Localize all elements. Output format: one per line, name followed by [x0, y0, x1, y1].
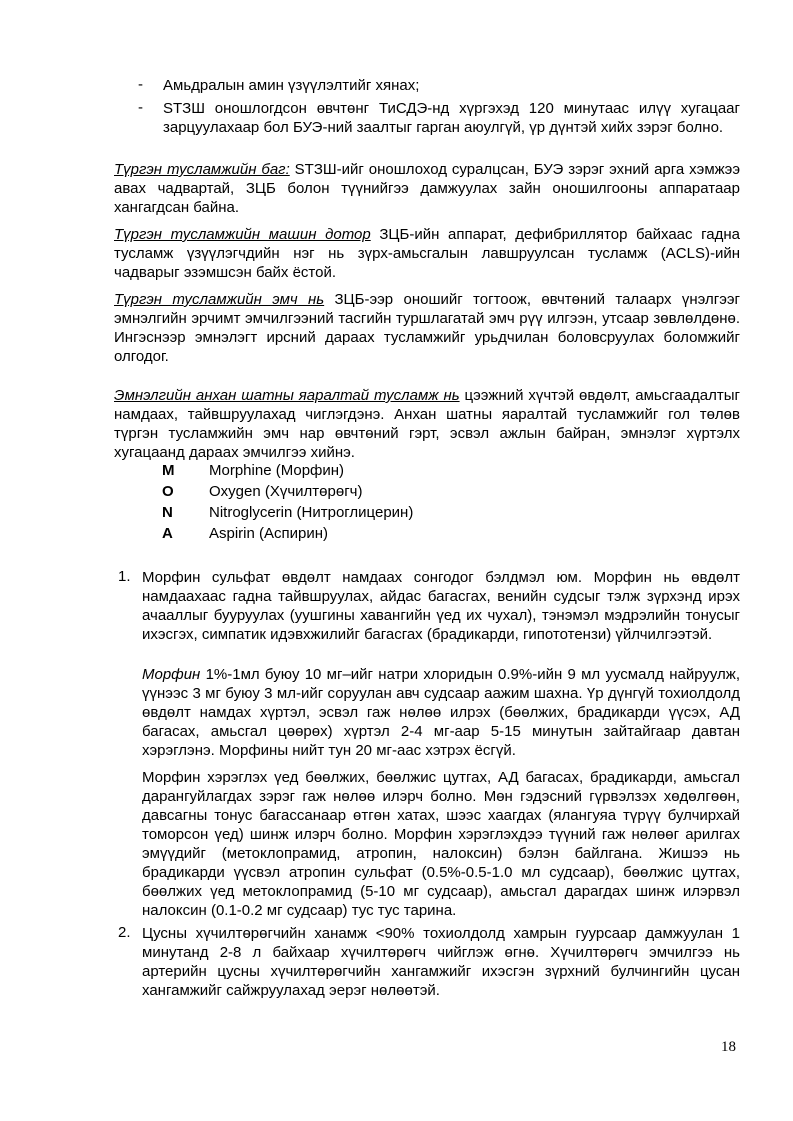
mona-item — [162, 460, 413, 481]
mona-text: Morphine (Морфин) — [209, 462, 345, 479]
item-number: 2. — [118, 924, 131, 941]
mona-item — [162, 502, 413, 523]
page-number: 18 — [721, 1039, 736, 1055]
mona-letter: N — [162, 504, 173, 521]
bullet-dash: - — [138, 99, 143, 116]
bullet-dash: - — [138, 76, 143, 93]
mona-text: Aspirin (Аспирин) — [209, 525, 329, 542]
paragraph-ambulance-doctor — [114, 290, 740, 366]
mona-text: Oxygen (Хүчилтөрөгч) — [209, 483, 363, 500]
paragraph-text: ЗЦБ-ээр оношийг тогтоож, өвчтөний талаарх үнэлгээг эмнэлгийн эрчимт эмчилгээний тасгийн туршлагатай эмч рүү илгээн, утсаар зөвлөлдөнө. Ингэснээр эмнэлэгт ирсний дараах тусламжийг урьдчилан боловсруулах боломжийг олгодог. — [114, 291, 740, 365]
item-number: 1. — [118, 568, 131, 585]
paragraph-text: цээжний хүчтэй өвдөлт, амьсгаадалтыг намдаах, тайвшруулахад чиглэгдэнэ. Анхан шатны яаралтай тусламжийг гол төлөв түргэн тусламжийн эмч нар өвчтөний гэрт, эсвэл ажлын байран, эмнэлэг хүртэлх хугацаанд дараах эмчилгээ хийнэ. — [114, 387, 740, 461]
mona-item — [162, 523, 413, 544]
mona-list — [162, 460, 413, 544]
paragraph-lead: Түргэн тусламжийн эмч нь — [114, 291, 325, 308]
mona-letter: M — [162, 462, 175, 479]
bullet-text: Амьдралын амин үзүүлэлтийг хянах; — [163, 77, 420, 94]
paragraph-text: ЗЦБ-ийн аппарат, дефибриллятор байхаас гадна тусламж үзүүлэгчдийн нэг нь зүрх-амьсгалын лавшруулсан тусламж (ACLS)-ийн чадварыг эзэмшсэн байх ёстой. — [114, 226, 740, 281]
paragraph-lead: Эмнэлгийн анхан шатны яаралтай тусламж нь — [114, 387, 460, 404]
mona-letter: O — [162, 483, 174, 500]
paragraph-morphine-side-effects: Морфин хэрэглэх үед бөөлжих, бөөлжис цутгах, АД багасах, брадикарди, амьсгал дарангуйлагдах зэрэг гаж нөлөө илэрч болно. Мөн гэдэсний гүрвэлзэх хөдөлгөөн, давсагны тонус багассанаар өтгөн хатах, шээс хаагдах (ялангуяа түрүү булчирхай томорсон үед) шинж илэрч болно. Морфин хэрэглэхдээ түүний гаж нөлөөг арилгах эмүүдийг (метоклопрамид, атропин, налоксин) бэлэн байлгана. Жишээ нь брадикарди үүсвэл атропин сульфат (0.5%-0.5-1.0 мл судсаар), бөөлжис цутгах, бөөлжих үед метоклопрамид (5-10 мг судсаар), амьсгал дарагдах шинж илэрвэл налоксин (0.1-0.2 мг судсаар) тус тус тарина. — [142, 769, 740, 919]
paragraph-text: STЗШ-ийг оношлоход суралцсан, БУЭ зэрэг эхний арга хэмжээ авах чадвартай, ЗЦБ болон түүнийгээ дамжуулах зайн оношилгооны аппаратаар хангагдсан байна. — [114, 161, 740, 216]
paragraph-lead: Морфин — [142, 666, 201, 683]
paragraph-ambulance-vehicle — [114, 225, 740, 282]
bullet-text: STЗШ оношлогдсон өвчтөнг ТиСДЭ-нд хүргэхэд 120 минутаас илүү хугацааг зарцуулахаар бол БУЭ-ний заалтыг гарган аюулгүй, үр дүнтэй хийх зэрэг болно. — [163, 100, 740, 136]
mona-letter: A — [162, 525, 173, 542]
item-text: Цусны хүчилтөрөгчийн ханамж <90% тохиолдолд хамрын гуурсаар дамжуулан 1 минутанд 2-8 л байхаар хүчилтөрөгч чийглэж өгнө. Хүчилтөрөгч эмчилгээ нь артерийн цусны хүчилтөрөгчийн хангамжийг ихэсгэн зүрхний булчингийн цусан хангамжийг сайжруулахад эерэг нөлөөтэй. — [142, 925, 740, 999]
mona-text: Nitroglycerin (Нитроглицерин) — [209, 504, 414, 521]
paragraph-lead: Түргэн тусламжийн машин дотор — [114, 226, 371, 243]
mona-item — [162, 481, 413, 502]
paragraph-text: 1%-1мл буюу 10 мг–ийг натри хлоридын 0.9%-ийн 9 мл уусмалд найруулж, үүнээс 3 мг буюу 3 мл-ийг соруулан авч судсаар аажим шахна. Үр дүнгүй тохиолдолд өвдөлт намдах хүртэл, эсвэл гаж нөлөө илрэх (бөөлжих, брадикарди үүсэх, АД багасах, амьсгал цөөрөх) хүртэл 2-4 мг-аар 5-15 минутын зайтайгаар давтан хэрэглэнэ. Морфины нийт тун 20 мг-аас хэтрэх ёсгүй. — [142, 666, 740, 759]
paragraph-primary-care — [114, 386, 740, 462]
paragraph-morphine-dose — [142, 665, 740, 760]
paragraph-lead: Түргэн тусламжийн баг: — [114, 161, 290, 178]
paragraph-ambulance-team — [114, 160, 740, 217]
item-text: Морфин сульфат өвдөлт намдаах сонгодог бэлдмэл юм. Морфин нь өвдөлт намдаахаас гадна тайвшруулах, айдас багасгах, венийн судсыг тэлж зүрхэнд ирэх ачааллыг бууруулах (уушгины хавангийн үед их чухал), тэнэмэл мэдрэлийн тонусыг ихэсгэх, симпатик идэвхжилийг багасгах (брадикарди, гипототензи) үйлчилгээтэй. — [142, 569, 740, 643]
